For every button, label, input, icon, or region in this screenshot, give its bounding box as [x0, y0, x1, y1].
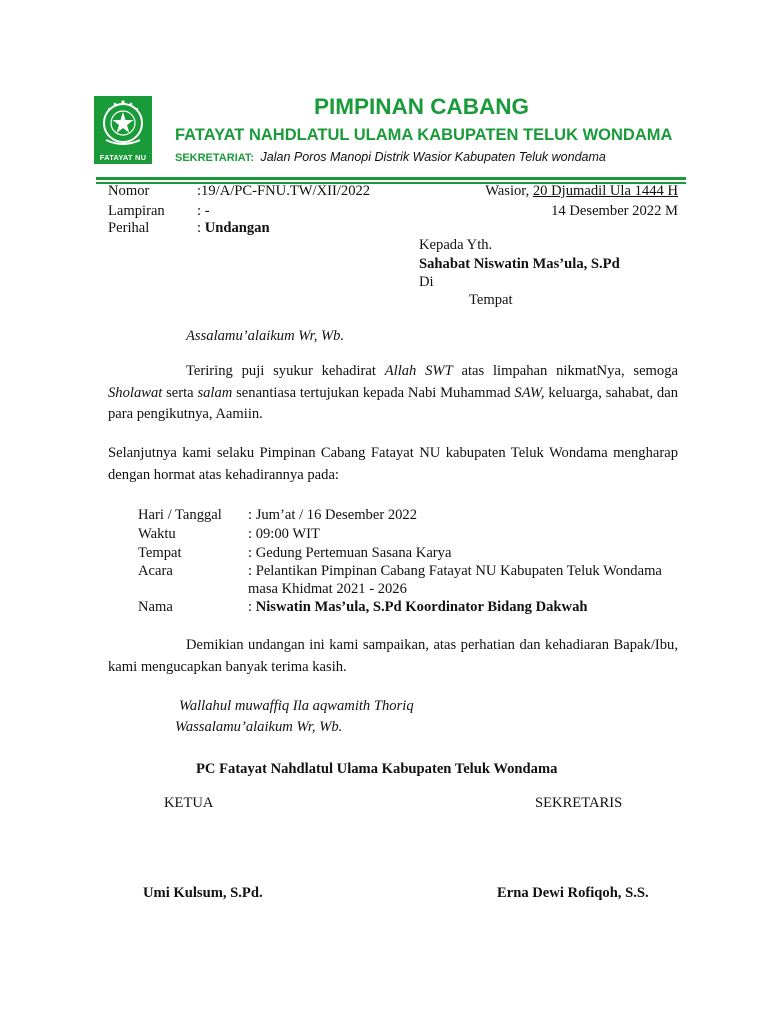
- nomor-value: :19/A/PC-FNU.TW/XII/2022: [197, 183, 371, 199]
- lampiran-label: Lampiran: [108, 203, 165, 219]
- logo-label: FATAYAT NU: [99, 153, 147, 162]
- letterhead-rule-thick: [96, 177, 686, 180]
- nomor-label: Nomor: [108, 183, 150, 199]
- signature-org: PC Fatayat Nahdlatul Ulama Kabupaten Teluk Wondama: [196, 761, 558, 777]
- event-acara-value-1: : Pelantikan Pimpinan Cabang Fatayat NU Kabupaten Teluk Wondama: [248, 563, 662, 579]
- paragraph-1: Teriring puji syukur kehadirat Allah SWT atas limpahan nikmatNya, semoga Sholawat serta salam senantiasa tertujukan kepada Nabi Muhammad SAW, keluarga, sahabat, dan para pengikutnya, Aamiin.: [108, 363, 678, 422]
- event-nama-line: : Niswatin Mas’ula, S.Pd Koordinator Bidang Dakwah: [248, 599, 588, 615]
- secretariat-label: SEKRETARIAT:: [175, 152, 255, 164]
- greeting: Assalamu’alaikum Wr, Wb.: [186, 328, 345, 344]
- letterhead-subtitle: FATAYAT NAHDLATUL ULAMA KABUPATEN TELUK WONDAMA: [175, 126, 673, 144]
- paragraph-2: Selanjutnya kami selaku Pimpinan Cabang Fatayat NU kabupaten Teluk Wondama mengharap dengan hormat atas kehadirannya pada:: [108, 445, 678, 483]
- event-tempat-label: Tempat: [138, 545, 182, 561]
- sekretaris-name: Erna Dewi Rofiqoh, S.S.: [497, 885, 649, 901]
- secretariat-address: Jalan Poros Manopi Distrik Wasior Kabupaten Teluk wondama: [260, 150, 606, 164]
- event-nama-label: Nama: [138, 599, 173, 615]
- letter-place: Wasior,: [485, 183, 533, 199]
- recipient-tempat: Tempat: [469, 292, 513, 308]
- lampiran-value: : -: [197, 203, 210, 219]
- perihal-value: Undangan: [204, 220, 270, 236]
- event-acara-label: Acara: [138, 563, 173, 579]
- sekretaris-title: SEKRETARIS: [535, 795, 623, 811]
- secretariat-line: [175, 150, 606, 164]
- ketua-title: KETUA: [164, 795, 214, 811]
- event-tempat-value: : Gedung Pertemuan Sasana Karya: [248, 545, 452, 561]
- event-acara-value-2: masa Khidmat 2021 - 2026: [248, 581, 407, 597]
- letterhead-title: PIMPINAN CABANG: [314, 94, 530, 119]
- event-waktu-value: : 09:00 WIT: [248, 526, 320, 542]
- event-hari-value: : Jum’at / 16 Desember 2022: [248, 507, 418, 523]
- event-waktu-label: Waktu: [138, 526, 176, 542]
- hijri-date: 20 Djumadil Ula 1444 H: [532, 183, 678, 199]
- letter-date-hijri: [485, 183, 678, 200]
- gregorian-date: 14 Desember 2022 M: [551, 203, 678, 219]
- recipient-name: Sahabat Niswatin Mas’ula, S.Pd: [419, 256, 620, 272]
- perihal-line: [197, 220, 270, 237]
- closing-line-1: Wallahul muwaffiq Ila aqwamith Thoriq: [179, 698, 414, 714]
- nu-emblem-icon: [94, 96, 152, 152]
- recipient-to: Kepada Yth.: [419, 237, 493, 253]
- perihal-colon: :: [197, 220, 205, 236]
- closing-line-2: Wassalamu’alaikum Wr, Wb.: [175, 719, 343, 735]
- recipient-di: Di: [419, 274, 434, 290]
- ketua-name: Umi Kulsum, S.Pd.: [143, 885, 263, 901]
- paragraph-3: Demikian undangan ini kami sampaikan, atas perhatian dan kehadiaran Bapak/Ibu, kami mengucapkan banyak terima kasih.: [108, 637, 678, 675]
- fatayat-nu-logo: [94, 96, 152, 164]
- perihal-label: Perihal: [108, 220, 150, 236]
- event-nama-value: Niswatin Mas’ula, S.Pd Koordinator Bidang Dakwah: [255, 599, 588, 615]
- event-hari-label: Hari / Tanggal: [138, 507, 222, 523]
